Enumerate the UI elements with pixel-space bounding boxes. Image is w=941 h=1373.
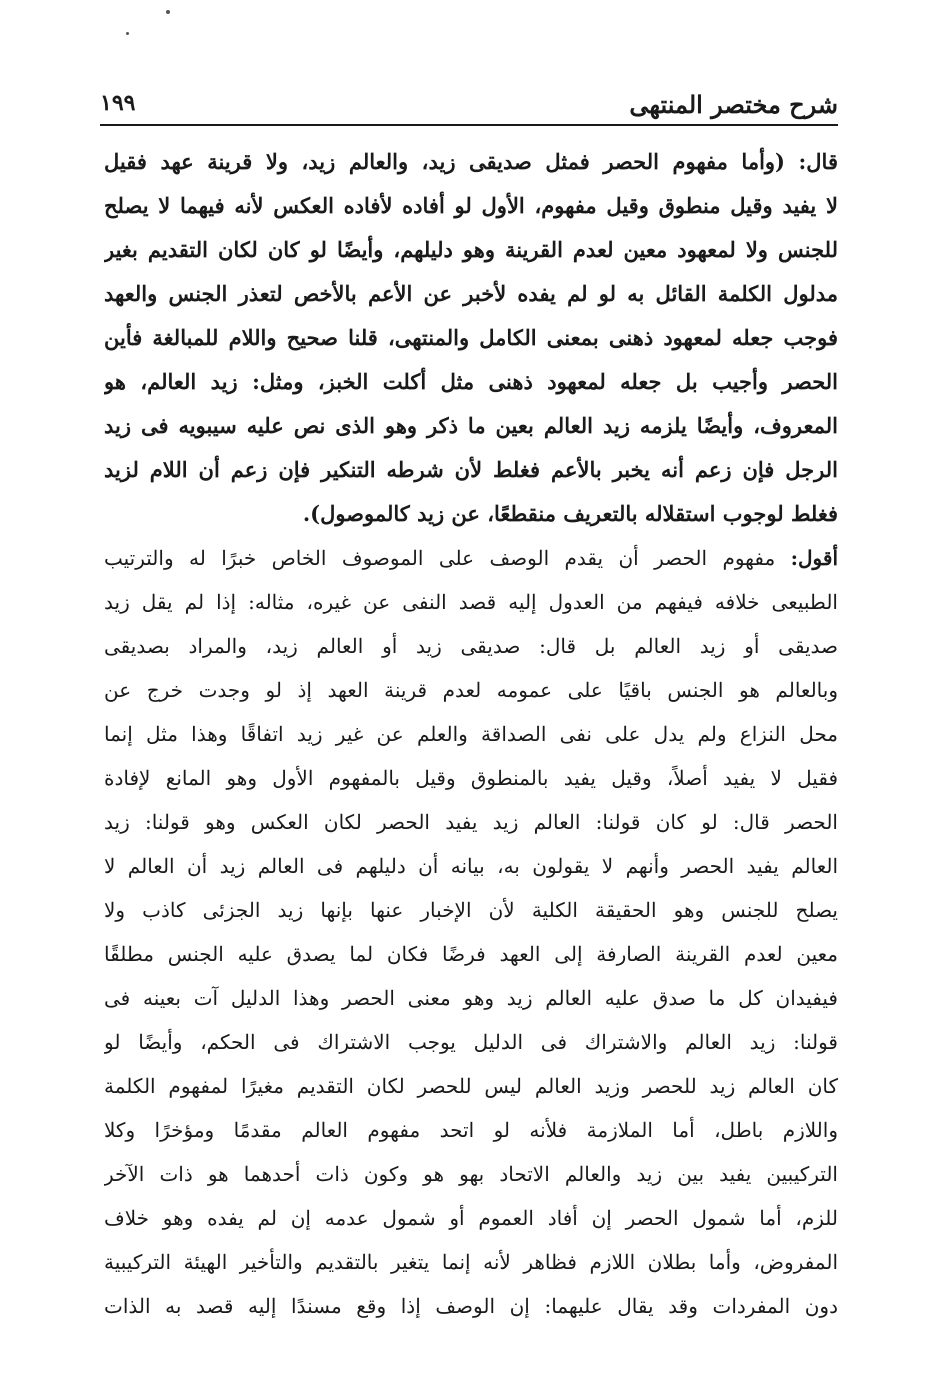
matn-line: فوجب جعله لمعهود ذهنى بمعنى الكامل والمنتهى، قلنا صحيح واللام للمبالغة فأين [104,325,838,350]
sharh-line [104,536,838,580]
matn-line: المعروف، وأيضًا يلزمه زيد العالم بعين ما ذكر وهو الذى نص عليه سيبويه فى زيد [104,413,838,438]
sharh-line: فيفيدان كل ما صدق عليه العالم زيد وهو معنى الحصر وهذا الدليل آت بعينه فى [104,986,838,1010]
matn-line: فغلط لوجوب استقلاله بالتعريف منقطعًا، عن زيد كالموصول). [302,501,838,526]
matn-line: الرجل فإن زعم أنه يخبر بالأعم فغلط لأن شرطه التنكير فإن زعم أن اللام لزيد [104,457,838,482]
matn-line: للجنس ولا لمعهود معين لعدم القرينة وهو دليلهم، وأيضًا لو كان لكان التقديم بغير [104,237,838,262]
sharh-line: وبالعالم هو الجنس باقيًا على عمومه لعدم قرينة العهد إذ لو وجدت خرج عن [104,678,838,702]
matn-section [104,140,838,536]
sharh-line: قولنا: زيد العالم والاشتراك فى الدليل يوجب الاشتراك فى الحكم، وأيضًا لو [104,1030,838,1054]
sharh-line: المفروض، وأما بطلان اللازم فظاهر لأنه إنما يتغير بالتقديم والتأخير الهيئة التركيبية [104,1250,838,1274]
page-header [100,82,838,122]
matn-line: قال: (وأما مفهوم الحصر فمثل صديقى زيد، والعالم زيد، ولا قرينة عهد فقيل [104,149,838,174]
sharh-section [104,536,838,1328]
scan-speck [126,32,129,35]
page-number: ١٩٩ [100,90,136,116]
matn-line: لا يفيد وقيل منطوق وقيل مفهوم، الأول لو أفاده لأفاده العكس لأنه فيهما لا يصلح [104,193,838,218]
sharh-line: العالم يفيد الحصر وأنهم لا يقولون به، بيانه أن دليلهم فى العالم زيد أن العالم لا [104,854,838,878]
sharh-line: كان العالم زيد للحصر وزيد العالم ليس للحصر لكان التقديم مغيرًا لمفهوم الكلمة [104,1074,838,1098]
commentary-marker: أقول: [790,546,838,570]
sharh-line: صديقى أو زيد العالم بل قال: صديقى زيد أو العالم زيد، والمراد بصديقى [104,634,838,658]
sharh-line: الطبيعى خلافه فيفهم من العدول إليه قصد النفى عن غيره، مثاله: إذا لم يقل زيد [104,590,838,614]
sharh-line: يصلح للجنس وهو الحقيقة الكلية لأن الإخبار عنها بإنها زيد الجزئى كاذب ولا [104,898,838,922]
sharh-line-text: مفهوم الحصر أن يقدم الوصف على الموصوف الخاص خبرًا له والترتيب [104,546,791,570]
matn-line: الحصر وأجيب بل جعله لمعهود ذهنى مثل أكلت الخبز، ومثل: زيد العالم، هو [104,369,838,394]
sharh-line: دون المفردات وقد يقال عليهما: إن الوصف إذا وقع مسندًا إليه قصد به الذات [104,1294,838,1318]
sharh-line: فقيل لا يفيد أصلاً، وقيل يفيد بالمنطوق وقيل بالمفهوم الأول وهو المانع لإفادة [104,766,838,790]
matn-line: مدلول الكلمة القائل به لو لم يفده لأخبر عن الأعم بالأخص لتعذر الجنس والعهد [104,281,838,306]
header-rule [100,124,838,126]
sharh-line: معين لعدم القرينة الصارفة إلى العهد فرضًا فكان لما يصدق عليه الجنس مطلقًا [104,942,838,966]
sharh-line: محل النزاع ولم يدل على نفى الصداقة والعلم عن غير زيد اتفاقًا وهذا مثل إنما [104,722,838,746]
scan-speck [166,10,170,14]
sharh-line: للزم، أما شمول الحصر إن أفاد العموم أو شمول عدمه إن لم يفده وهو خلاف [104,1206,838,1230]
sharh-line: واللازم باطل، أما الملازمة فلأنه لو اتحد مفهوم العالم مقدمًا ومؤخرًا وكلا [104,1118,838,1142]
sharh-line: التركيبين يفيد بين زيد والعالم الاتحاد بهو هو وكون ذات أحدهما هو ذات الآخر [104,1162,838,1186]
sharh-line: الحصر قال: لو كان قولنا: العالم زيد يفيد الحصر لكان العكس وهو قولنا: زيد [104,810,838,834]
running-title: شرح مختصر المنتهى [629,90,838,119]
